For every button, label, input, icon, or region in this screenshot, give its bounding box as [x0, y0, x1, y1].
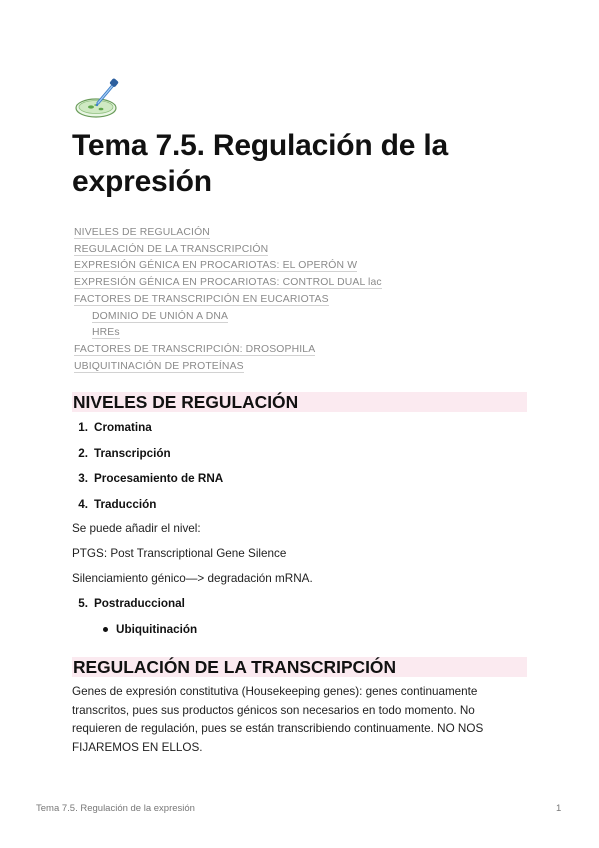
section-heading: NIVELES DE REGULACIÓN [72, 392, 527, 412]
toc-link[interactable]: FACTORES DE TRANSCRIPCIÓN EN EUCARIOTAS [74, 293, 329, 305]
table-of-contents [74, 225, 534, 375]
toc-link[interactable]: FACTORES DE TRANSCRIPCIÓN: DROSOPHILA [74, 343, 316, 355]
toc-link[interactable]: EXPRESIÓN GÉNICA EN PROCARIOTAS: CONTROL DUAL lac [74, 277, 382, 289]
document-page: Tema 7.5. Regulación de la expresión NIVELES DE REGULACIÓN REGULACIÓN DE LA TRANSCRIPCIÓN EXPRESIÓN GÉNICA EN PROCARIOTAS: EL OPERÓN W EXPRESIÓN GÉNICA EN PROCARIOTAS: CONTROL DUAL lac FACTORES DE TRANSCRIPCIÓN EN EUCARIOTAS DOMINIO DE UNIÓN A DNA HREs FACTORES DE TRANSCRIPCIÓN: DROSOPHILA UBIQUITINACIÓN DE PROTEÍNAS NIVELES DE REGULACIÓN 1. Cromatina 2. Transcripción 3. Procesamiento de RNA 4. Traducción Se puede añadir el nivel: PTGS: Post Transcriptional Gene Silence Silenciamiento génico—> degradación mRNA. 5. Postraduccional Ubiquitinación REGULACIÓN DE LA TRANSCRIPCIÓN Genes de expresión constitutiva (Housekeeping genes): genes continuamente transcritos, pues sus productos génicos son necesarios en todo momento. No requieren de regulación, pues se están transcribiendo continuamente. NO NOS FIJAREMOS EN ELLOS. Tema 7.5. Regulación de la expresión 1 [0, 0, 599, 848]
paragraph: Se puede añadir el nivel: [72, 522, 201, 535]
paragraph: Silenciamiento génico—> degradación mRNA. [72, 572, 313, 585]
toc-link[interactable]: NIVELES DE REGULACIÓN [74, 227, 210, 238]
toc-link[interactable]: DOMINIO DE UNIÓN A DNA [92, 310, 229, 322]
page-number: 1 [556, 803, 562, 814]
section-heading: REGULACIÓN DE LA TRANSCRIPCIÓN [72, 657, 527, 677]
toc-link[interactable]: UBIQUITINACIÓN DE PROTEÍNAS [74, 360, 244, 372]
paragraph: Genes de expresión constitutiva (Housekeeping genes): genes continuamente transcritos, pues sus productos génicos son necesarios en todo momento. No requieren de regulación, pues se están transcribiendo continuamente. NO NOS FIJAREMOS EN ELLOS. [72, 685, 484, 754]
page-title: Tema 7.5. Regulación de la expresión [72, 129, 449, 198]
toc-link[interactable]: HREs [92, 327, 120, 339]
petri-dish-pipette-icon [74, 78, 124, 122]
footer-title: Tema 7.5. Regulación de la expresión [36, 803, 195, 814]
list-item: Ubiquitinación [116, 623, 198, 636]
paragraph: PTGS: Post Transcriptional Gene Silence [72, 547, 287, 560]
toc-link[interactable]: EXPRESIÓN GÉNICA EN PROCARIOTAS: EL OPERÓN W [74, 260, 358, 272]
bullet-icon [103, 627, 108, 632]
toc-link[interactable]: REGULACIÓN DE LA TRANSCRIPCIÓN [74, 243, 269, 255]
